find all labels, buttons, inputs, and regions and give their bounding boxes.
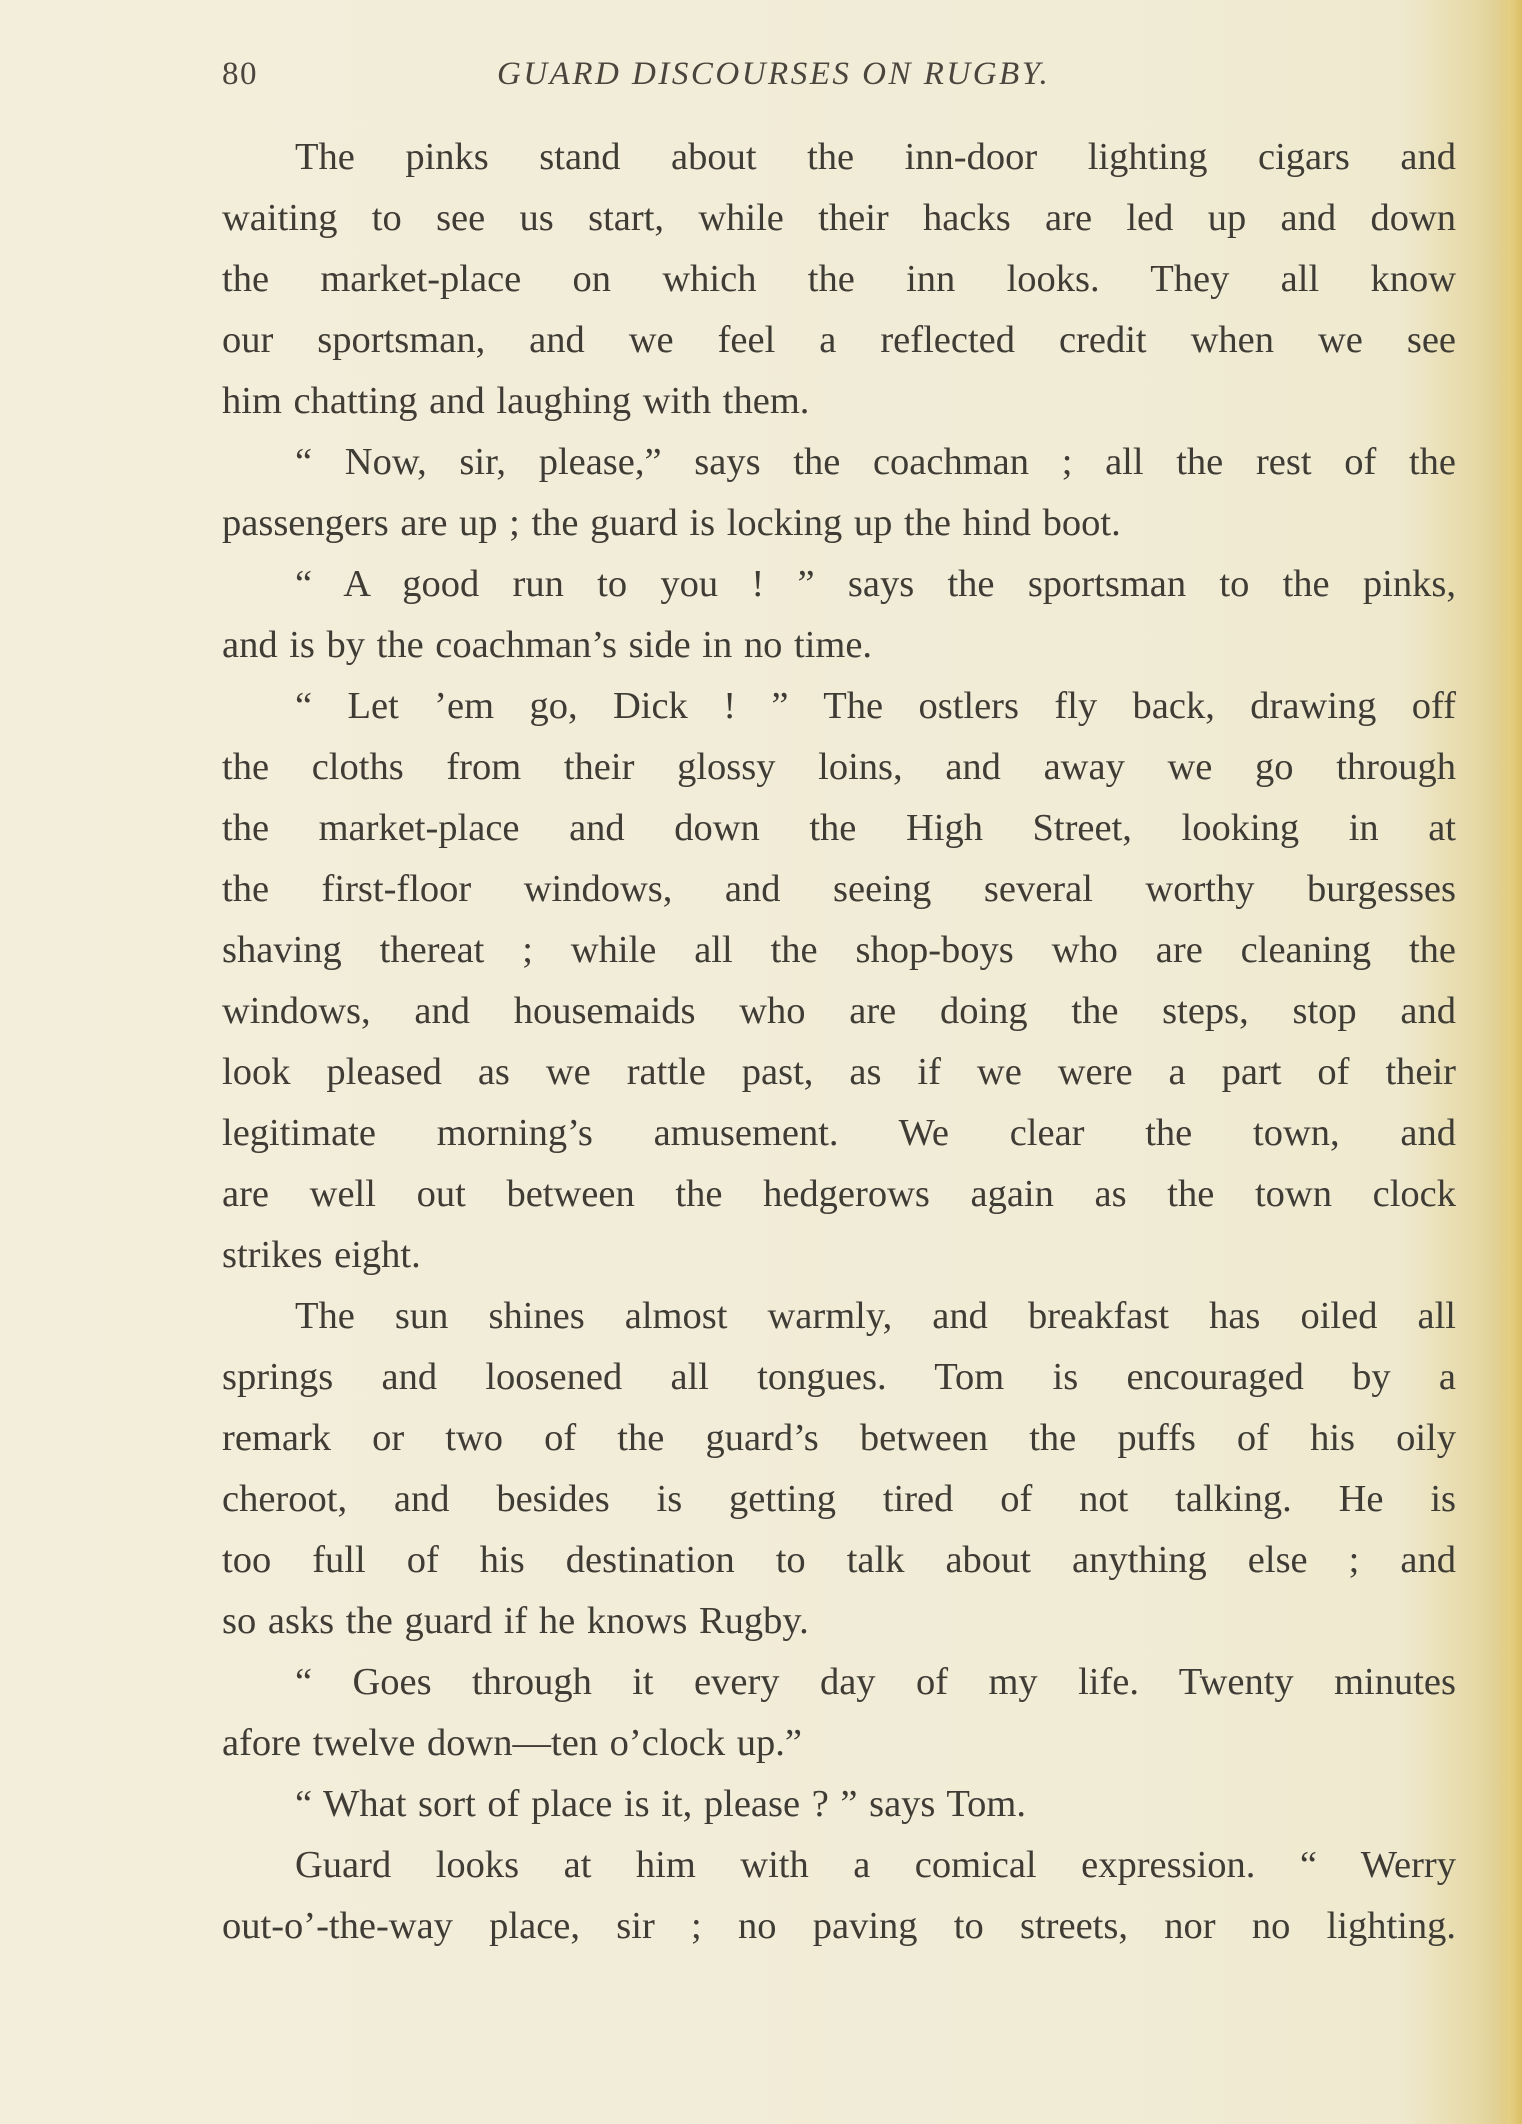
text-line: “ Goes through it every day of my life. Twenty minutes <box>295 1661 1456 1703</box>
paragraph <box>222 676 1456 1286</box>
text-line: so asks the guard if he knows Rugby. <box>222 1600 809 1642</box>
paragraph <box>222 432 1456 554</box>
text-line: and is by the coachman’s side in no time. <box>222 624 873 666</box>
page-number: 80 <box>222 56 258 92</box>
text-line: shaving thereat ; while all the shop-boys who are cleaning the <box>222 929 1456 971</box>
page-edge <box>1494 0 1522 2124</box>
text-line: cheroot, and besides is getting tired of not talking. He is <box>222 1478 1456 1520</box>
text-line: too full of his destination to talk about anything else ; and <box>222 1539 1456 1581</box>
paragraph <box>222 1835 1456 1957</box>
paragraph <box>222 554 1456 676</box>
text-line: “ Let ’em go, Dick ! ” The ostlers fly back, drawing off <box>295 685 1456 727</box>
text-line: look pleased as we rattle past, as if we were a part of their <box>222 1051 1456 1093</box>
text-line: waiting to see us start, while their hacks are led up and down <box>222 197 1456 239</box>
text-line: him chatting and laughing with them. <box>222 380 810 422</box>
running-title: GUARD DISCOURSES ON RUGBY. <box>497 56 1051 92</box>
text-line: springs and loosened all tongues. Tom is encouraged by a <box>222 1356 1456 1398</box>
text-line: legitimate morning’s amusement. We clear the town, and <box>222 1112 1456 1154</box>
text-line: Guard looks at him with a comical expression. “ Werry <box>295 1844 1456 1886</box>
text-line: the market-place and down the High Street, looking in at <box>222 807 1456 849</box>
text-line: remark or two of the guard’s between the puffs of his oily <box>222 1417 1456 1459</box>
text-line: the first-floor windows, and seeing several worthy burgesses <box>222 868 1456 910</box>
paragraph <box>222 1652 1456 1774</box>
text-line: “ Now, sir, please,” says the coachman ; all the rest of the <box>295 441 1456 483</box>
text-line: The sun shines almost warmly, and breakfast has oiled all <box>295 1295 1456 1337</box>
text-line: strikes eight. <box>222 1234 421 1276</box>
text-line: afore twelve down—ten o’clock up.” <box>222 1722 802 1764</box>
paragraph <box>222 127 1456 432</box>
paragraph <box>222 1774 1456 1835</box>
text-line: “ A good run to you ! ” says the sportsman to the pinks, <box>295 563 1456 605</box>
text-line: passengers are up ; the guard is locking up the hind boot. <box>222 502 1121 544</box>
text-line: out-o’-the-way place, sir ; no paving to streets, nor no lighting. <box>222 1905 1456 1947</box>
text-line: the cloths from their glossy loins, and away we go through <box>222 746 1456 788</box>
text-line: are well out between the hedgerows again as the town clock <box>222 1173 1456 1215</box>
text-line: the market-place on which the inn looks. They all know <box>222 258 1456 300</box>
text-line: The pinks stand about the inn-door lighting cigars and <box>295 136 1456 178</box>
text-line: “ What sort of place is it, please ? ” says Tom. <box>295 1783 1026 1825</box>
text-line: windows, and housemaids who are doing the steps, stop and <box>222 990 1456 1032</box>
running-head <box>222 56 1462 106</box>
text-line: our sportsman, and we feel a reflected credit when we see <box>222 319 1456 361</box>
body-text <box>222 127 1456 1957</box>
paragraph <box>222 1286 1456 1652</box>
